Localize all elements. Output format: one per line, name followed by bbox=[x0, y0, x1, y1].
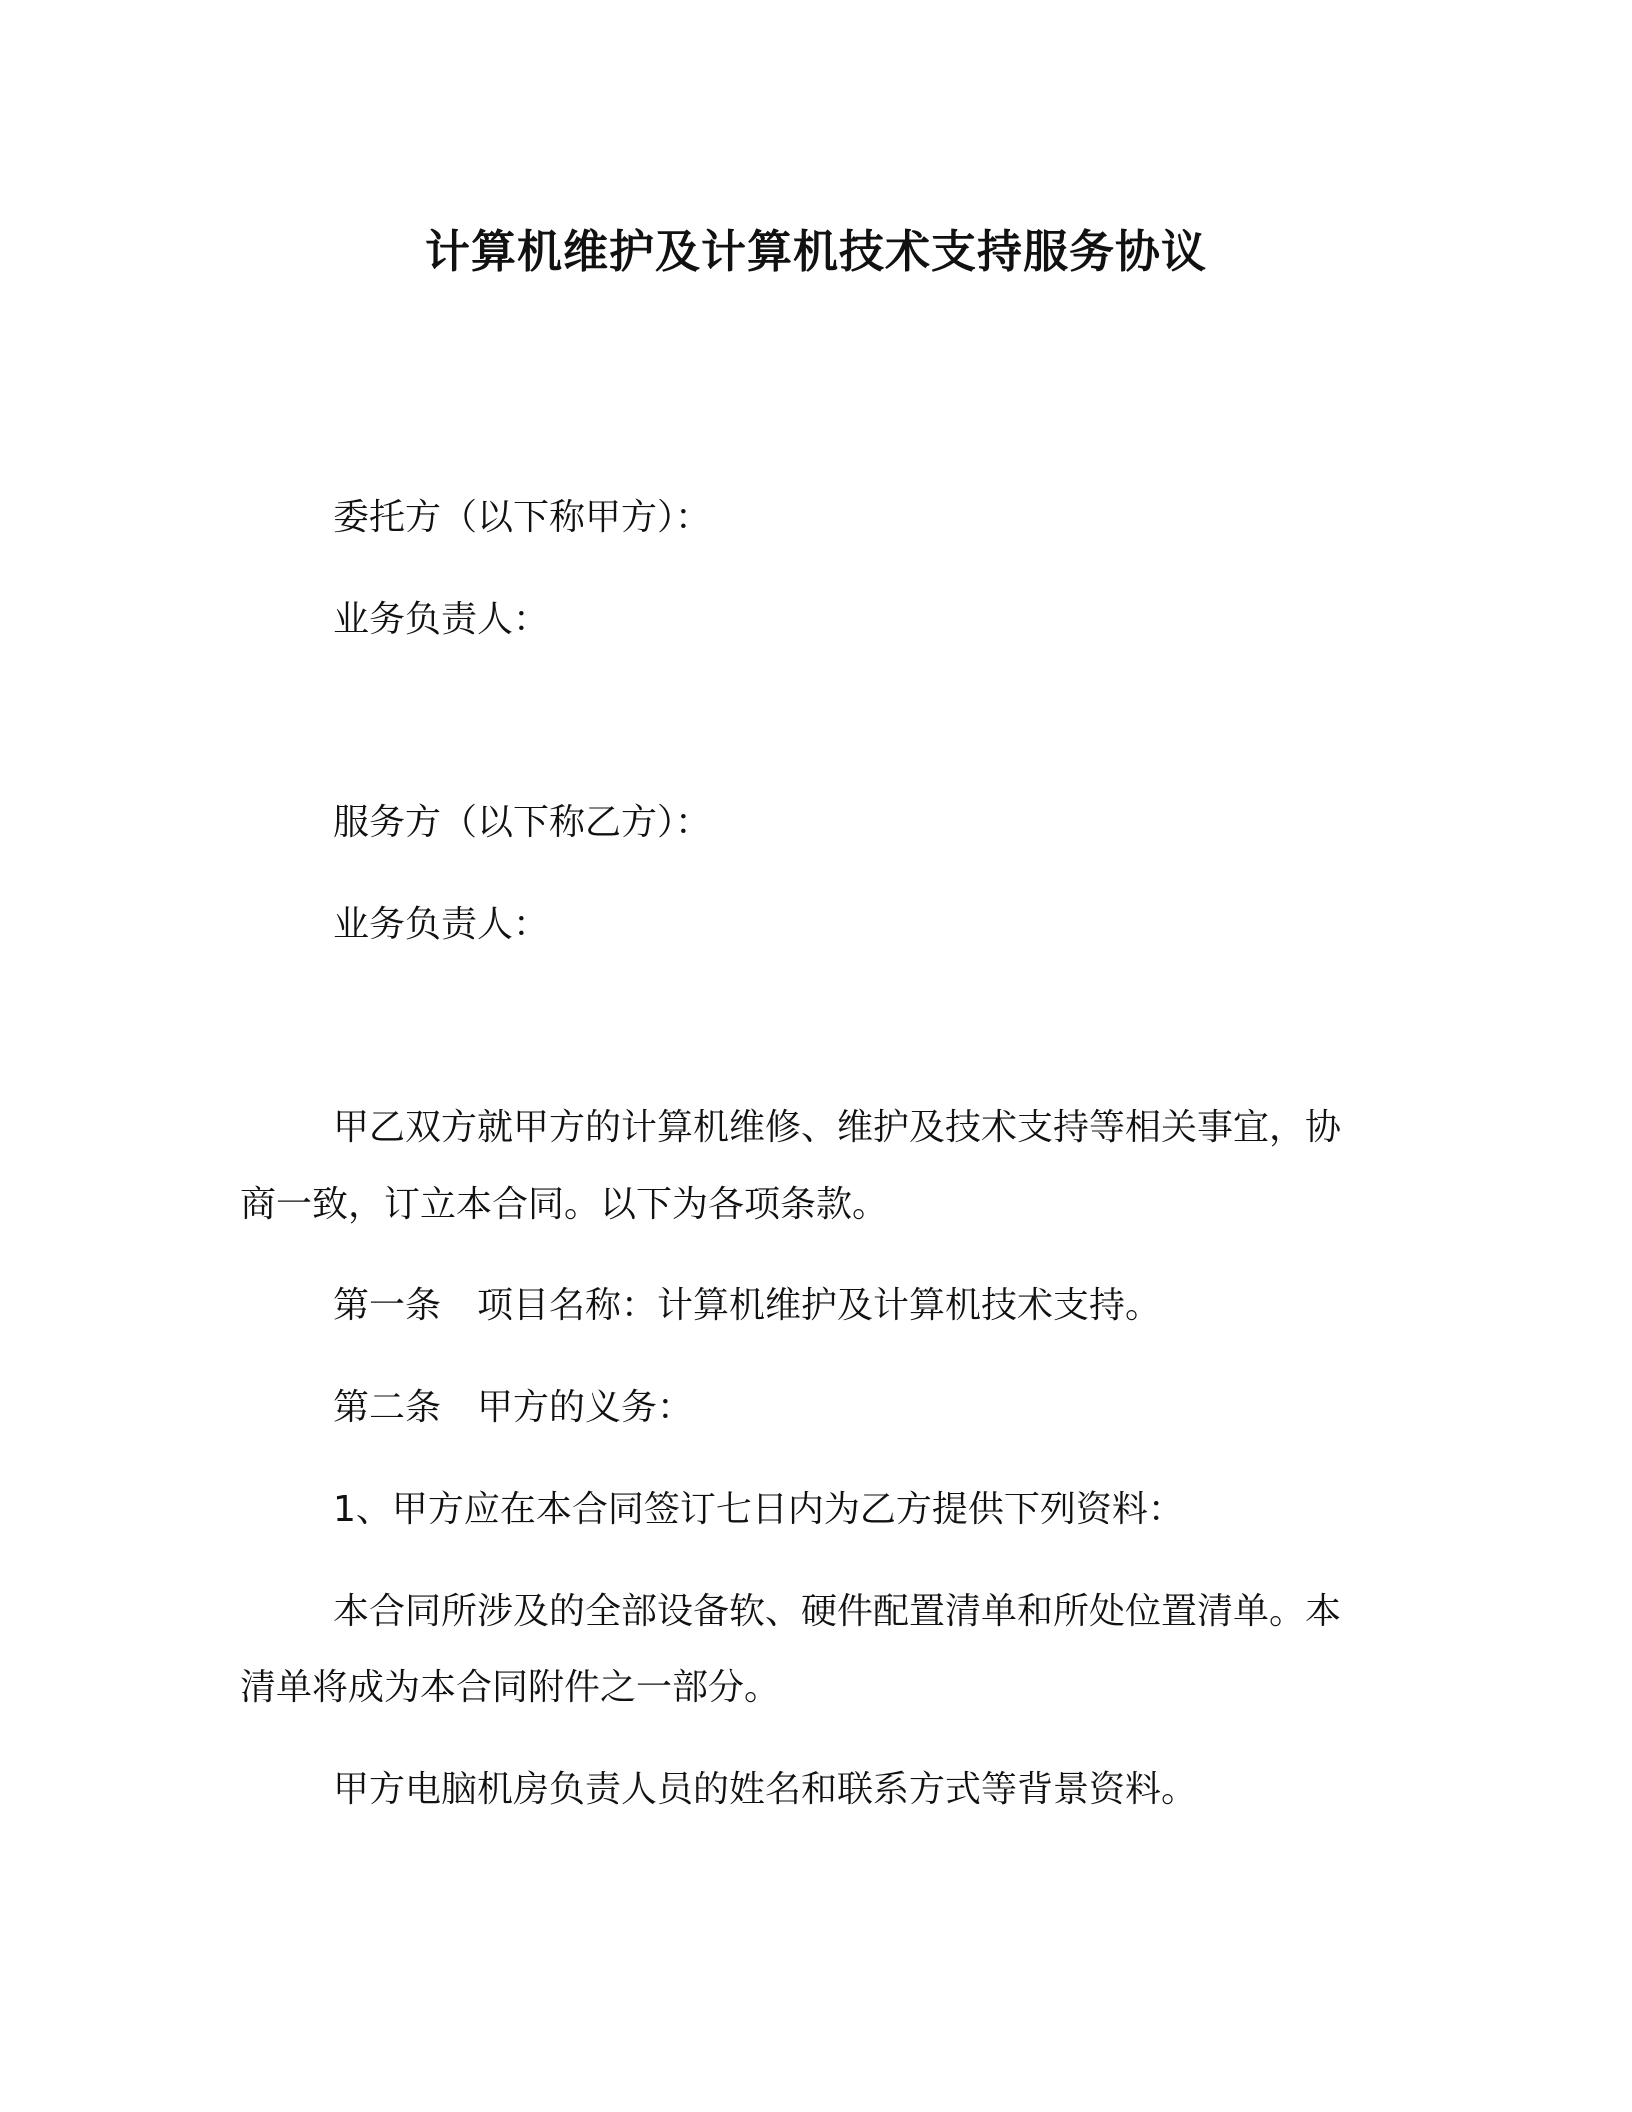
party-a-manager-label: 业务负责人： bbox=[333, 599, 550, 640]
preamble-line-1: 甲乙双方就甲方的计算机维修、维护及技术支持等相关事宜，协 bbox=[333, 1107, 1342, 1148]
list-paragraph-line-1: 本合同所涉及的全部设备软、硬件配置清单和所处位置清单。本 bbox=[333, 1591, 1342, 1632]
preamble-line-2: 商一致，订立本合同。以下为各项条款。 bbox=[240, 1184, 889, 1225]
party-b-label: 服务方（以下称乙方）： bbox=[333, 802, 712, 843]
document-title: 计算机维护及计算机技术支持服务协议 bbox=[424, 225, 1207, 278]
party-a-label: 委托方（以下称甲方）： bbox=[333, 497, 712, 538]
list-paragraph-line-2: 清单将成为本合同附件之一部分。 bbox=[240, 1667, 781, 1708]
background-paragraph: 甲方电脑机房负责人员的姓名和联系方式等背景资料。 bbox=[333, 1769, 1198, 1810]
party-b-manager-label: 业务负责人： bbox=[333, 904, 550, 945]
item-1: 1、甲方应在本合同签订七日内为乙方提供下列资料： bbox=[333, 1489, 1184, 1530]
article-1: 第一条 项目名称：计算机维护及计算机技术支持。 bbox=[333, 1285, 1162, 1326]
article-2: 第二条 甲方的义务： bbox=[333, 1387, 694, 1428]
